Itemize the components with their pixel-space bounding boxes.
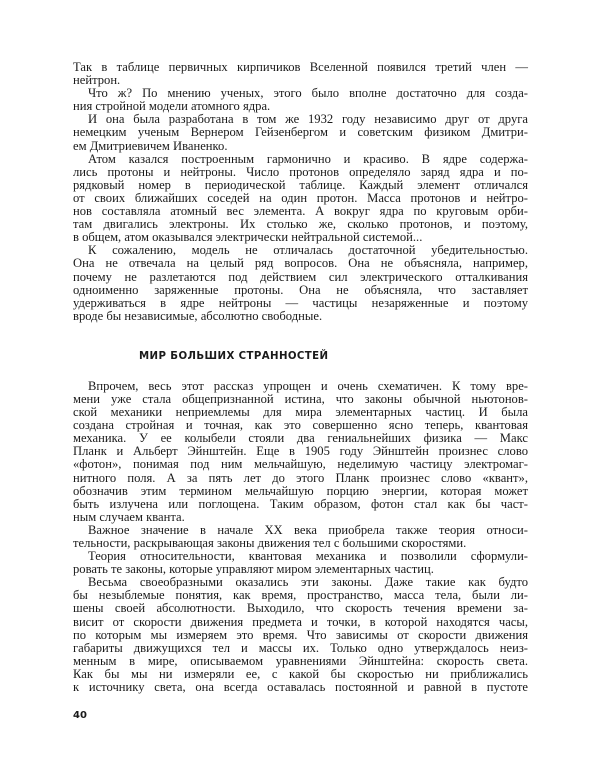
paragraph (73, 244, 528, 323)
text-line: Теория относительности, квантовая механика и позволили сформули- (88, 549, 528, 564)
page-number: 40 (73, 710, 87, 721)
text-line: Атом казался построенным гармонично и красиво. В ядре содержа- (88, 151, 528, 166)
text-line: по которым мы измеряем это время. Что зависимы от скорости движения (73, 627, 528, 642)
text-line: ской механики неприемлемы для мира элементарных частиц. И была (73, 405, 528, 420)
paragraph (73, 87, 528, 113)
text-line: почему не разлетаются под действием сил электрического отталкивания (73, 269, 528, 284)
text-line: шены своей абсолютности. Выходило, что скорость течения времени за- (73, 601, 528, 616)
paragraph (73, 576, 528, 694)
text-line: вроде бы независимые, абсолютно свободные. (73, 308, 323, 323)
text-line: Она не отвечала на целый ряд вопросов. Она не объясняла, например, (73, 256, 528, 271)
text-line: Важное значение в начале XX века приобрела также теория относи- (88, 522, 528, 537)
text-line: К сожалению, модель не отличалась достаточной убедительностью. (88, 243, 528, 258)
text-line: Так в таблице первичных кирпичиков Вселенной появился третий член — (73, 60, 528, 74)
text-line: нейтрон. (73, 73, 121, 88)
text-line: нитного поля. А за пять лет до этого Планк произнес слово «квант», (73, 470, 528, 485)
text-line: создана стройная и точная, как это совершенно ясно теперь, квантовая (73, 418, 528, 433)
text-before-heading (73, 61, 528, 323)
text-line: одноименно заряженные протоны. Она не объясняла, что заставляет (73, 282, 528, 297)
text-line: ным случаем кванта. (73, 509, 185, 524)
text-line: рядковый номер в периодической таблице. Каждый элемент отличался (73, 177, 528, 192)
text-line: мени уже стала общепризнанной истина, что законы обычной ньютонов- (73, 391, 528, 406)
paragraph (73, 524, 528, 550)
text-line: висит от скорости движения предмета и точки, в которой находятся часы, (73, 614, 528, 629)
paragraph (73, 153, 528, 245)
text-line: в общем, атом оказывался электрически нейтральной системой... (73, 230, 423, 245)
text-line: И она была разработана в том же 1932 году независимо друг от друга (88, 112, 528, 127)
text-line: лись протоны и нейтроны. Число протонов определяло заряд ядра и по- (73, 164, 528, 179)
text-line: Планк и Альберт Эйнштейн. Еще в 1905 году Эйнштейн произнес слово (73, 444, 528, 459)
paragraph (73, 61, 528, 87)
book-page-text (73, 61, 528, 694)
text-line: Впрочем, весь этот рассказ упрощен и очень схематичен. К тому вре- (88, 378, 528, 393)
paragraph (73, 380, 528, 524)
section-heading: МИР БОЛЬШИХ СТРАННОСТЕЙ (139, 350, 329, 362)
text-line: Как бы мы ни измеряли ее, с какой бы скоростью ни приближались (73, 666, 528, 681)
text-line: бы незыблемые понятия, как время, пространство, масса тела, были ли- (73, 588, 528, 603)
text-line: габариты движущихся тел и массы их. Только одно утверждалось неиз- (73, 640, 528, 655)
text-line: Что ж? По мнению ученых, этого было вполне достаточно для созда- (88, 86, 528, 101)
text-line: быть излучена или поглощена. Таким образом, фотон стал как бы част- (73, 496, 528, 511)
text-line: от своих ближайших соседей на один протон. Масса протонов и нейтро- (73, 190, 528, 205)
paragraph (73, 550, 528, 576)
text-line: Весьма своеобразными оказались эти законы. Даже такие как будто (88, 575, 528, 590)
text-line: ния стройной модели атомного ядра. (73, 99, 271, 114)
text-line: механика. У ее колыбели стояли два гениальнейших физика — Макс (73, 431, 528, 446)
text-line: менным в мире, описываемом уравнениями Эйнштейна: скорость света. (73, 653, 528, 668)
text-line: удерживаться в ядре нейтроны — частицы незаряженные и поэтому (73, 295, 528, 310)
text-line: немецким ученым Вернером Гейзенбергом и советским физиком Дмитри- (73, 125, 528, 140)
text-line: ровать те законы, которые управляют миром элементарных частиц. (73, 562, 434, 577)
text-line: к источнику света, она всегда оставалась постоянной и равной в пустоте (73, 680, 528, 695)
text-line: нов составляла атомный вес элемента. А вокруг ядра по круговым орби- (73, 204, 528, 219)
text-line: «фотон», понимая под ним мельчайшую, неделимую частицу электромаг- (73, 457, 528, 472)
paragraph (73, 113, 528, 152)
text-line: там двигались электроны. Их столько же, сколько протонов, и поэтому, (73, 217, 528, 232)
text-after-heading (73, 380, 528, 694)
text-line: ем Дмитриевичем Иваненко. (73, 138, 228, 153)
text-line: тельности, раскрывающая законы движения тел с большими скоростями. (73, 536, 467, 550)
text-line: обозначив этим термином мельчайшую порцию энергии, которая может (73, 483, 528, 498)
